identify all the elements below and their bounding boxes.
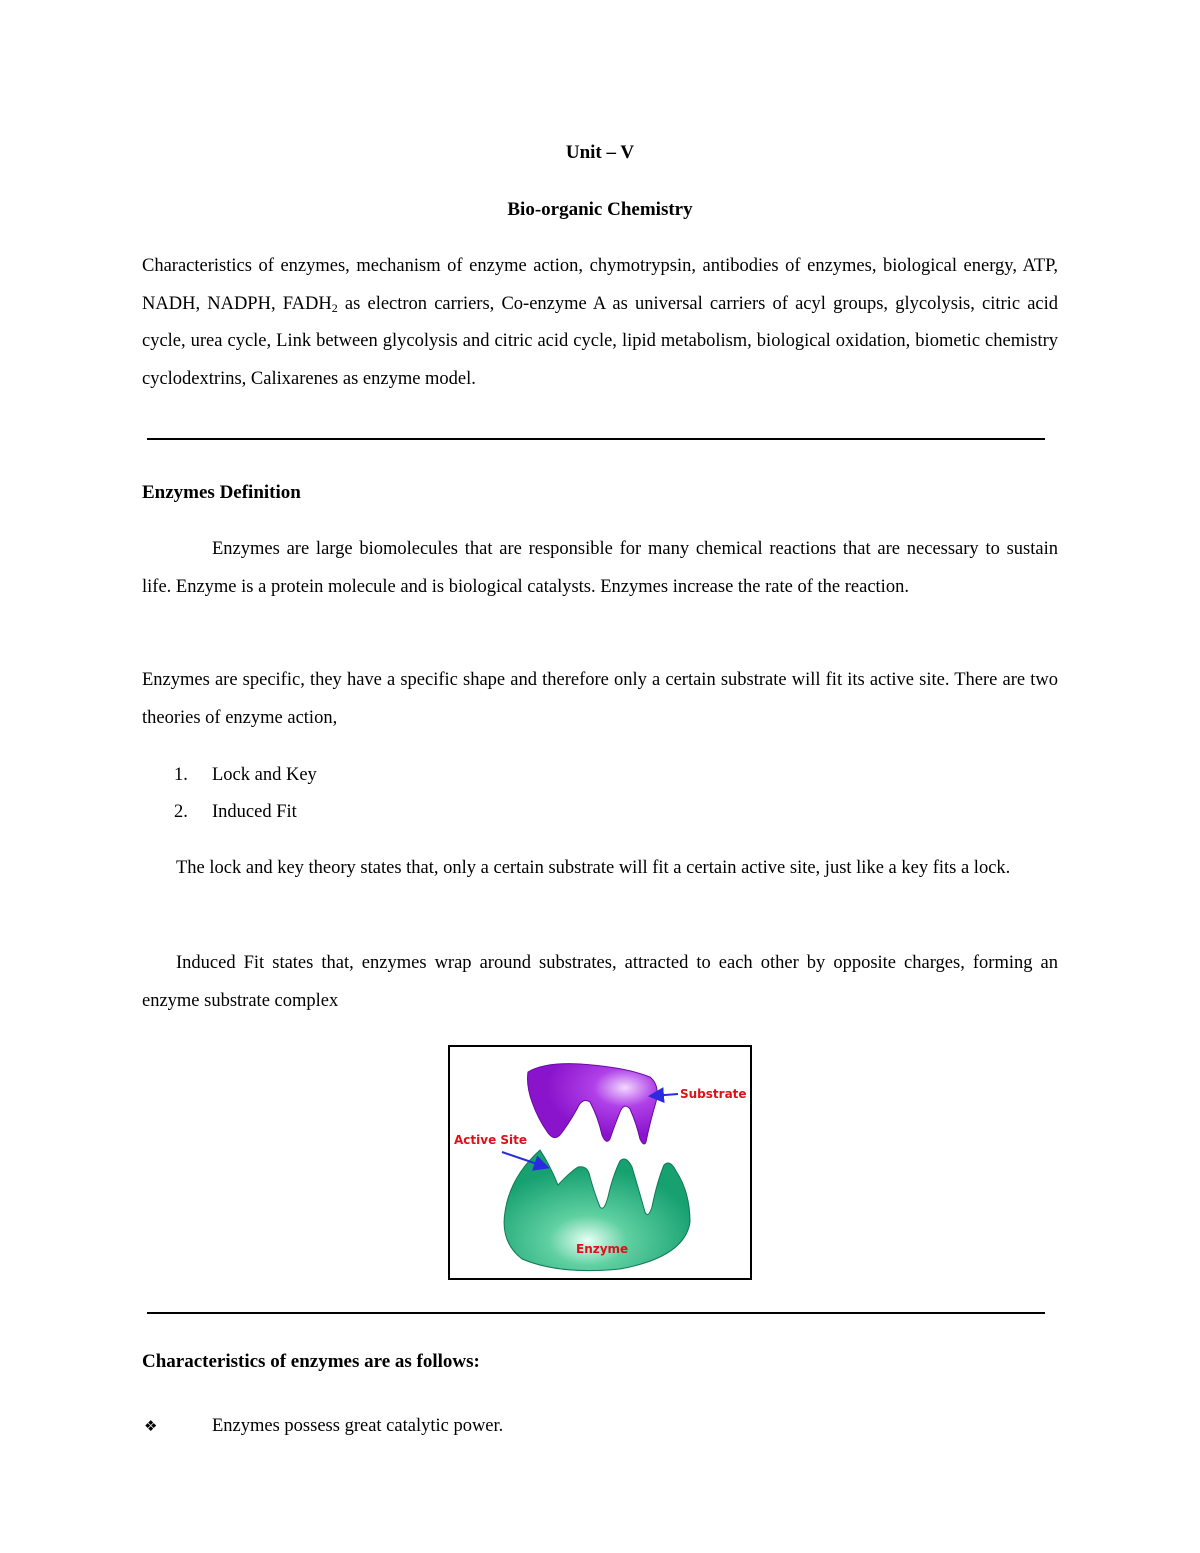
list-item: [174, 757, 317, 794]
section-divider: [147, 1312, 1045, 1314]
substrate-label: Substrate: [680, 1087, 747, 1101]
specificity-paragraph: Enzymes are specific, they have a specific shape and therefore only a certain substrate will fit its active site. There are two theories of enzyme action,: [142, 670, 1058, 728]
syllabus-text-1: Characteristics of enzymes, mechanism of enzyme action, chymotrypsin, antibodies of enzymes, biological energy, ATP, NADH, NADPH, FADH: [142, 256, 1058, 314]
lock-key-paragraph: The lock and key theory states that, only a certain substrate will fit a certain active site, just like a key fits a lock.: [176, 858, 1011, 878]
active-site-label: Active Site: [454, 1133, 528, 1147]
syllabus-subscript: 2: [331, 300, 338, 315]
list-number: 2.: [174, 802, 188, 822]
list-item: [174, 794, 297, 831]
definition-paragraph: Enzymes are large biomolecules that are responsible for many chemical reactions that are necessary to sustain life. Enzyme is a protein molecule and is biological catalysts. Enzymes increase the rate of the reaction.: [142, 539, 1058, 597]
enzyme-diagram-svg: [450, 1047, 750, 1278]
syllabus-text-2: as electron carriers, Co-enzyme A as universal carriers of acyl groups, glycolysis, citric acid cycle, urea cycle, Link between glycolysis and citric acid cycle, lipid metabolism, biological oxidation, biometic chemistry cyclodextrins, Calixarenes as enzyme model.: [142, 293, 1059, 389]
diamond-bullet-icon: ❖: [144, 1417, 158, 1435]
list-item: [144, 1408, 503, 1445]
substrate-shape: [528, 1064, 658, 1144]
section-divider: [147, 438, 1045, 440]
list-number: 1.: [174, 765, 188, 785]
unit-title: Unit – V: [565, 142, 635, 163]
characteristics-heading: Characteristics of enzymes are as follows:: [142, 1351, 480, 1372]
enzyme-label: Enzyme: [576, 1242, 629, 1256]
definition-heading: Enzymes Definition: [142, 482, 301, 503]
list-label: Lock and Key: [212, 765, 317, 785]
subject-title: Bio-organic Chemistry: [507, 199, 693, 220]
characteristic-text: Enzymes possess great catalytic power.: [212, 1416, 504, 1436]
enzyme-substrate-diagram: [448, 1045, 752, 1280]
list-label: Induced Fit: [212, 802, 297, 822]
syllabus-paragraph: [142, 248, 1058, 398]
induced-fit-paragraph: Induced Fit states that, enzymes wrap around substrates, attracted to each other by opposite charges, forming an enzyme substrate complex: [142, 953, 1058, 1011]
